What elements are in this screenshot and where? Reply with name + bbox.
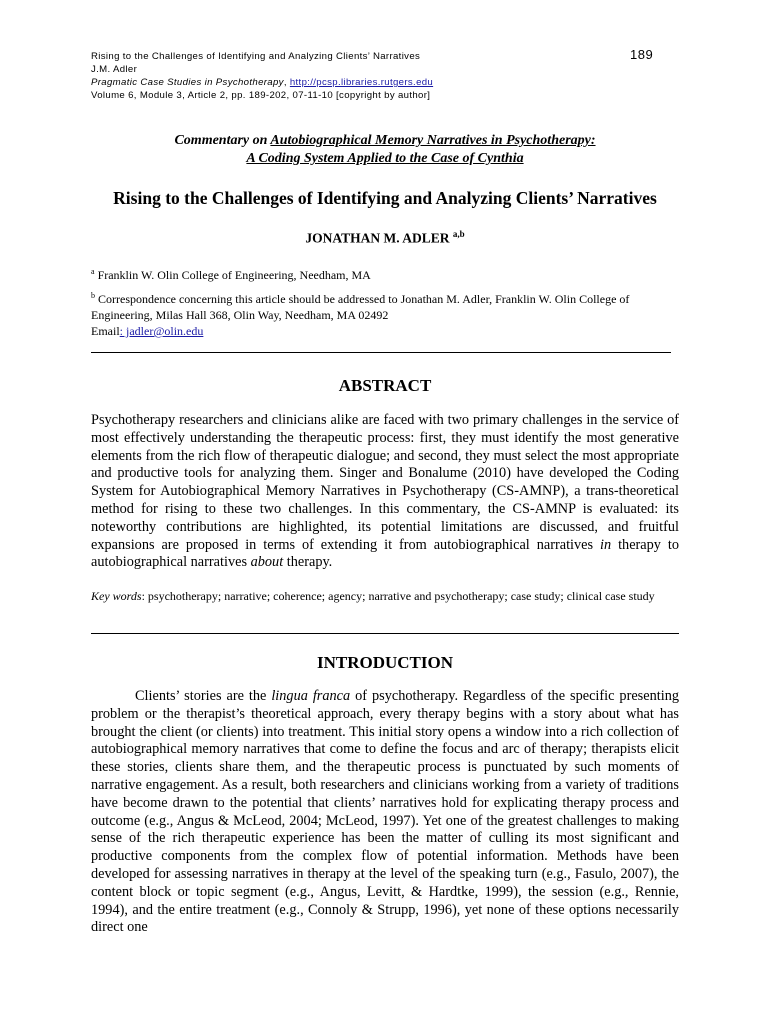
keywords-label: Key words	[91, 589, 142, 603]
lingua-franca-italic: lingua franca	[271, 688, 351, 704]
abstract-about-italic: about	[250, 554, 284, 571]
journal-separator: ,	[283, 77, 290, 88]
keywords-list: : psychotherapy; narrative; coherence; agency; narrative and psychotherapy; case study; clinical case study	[141, 589, 655, 603]
email-line	[91, 323, 679, 339]
affiliation-b-mark: b	[91, 291, 95, 300]
author-line	[91, 229, 679, 247]
running-header	[91, 50, 671, 102]
commentary-prefix: Commentary on	[174, 133, 271, 148]
page-number: 189	[630, 47, 654, 62]
email-label: Email	[91, 324, 120, 338]
header-article-title: Rising to the Challenges of Identifying and Analyzing Clients’ Narratives	[91, 51, 421, 62]
journal-url-link[interactable]: http://pcsp.libraries.rutgers.edu	[289, 77, 434, 88]
affiliations	[91, 264, 679, 339]
journal-name: Pragmatic Case Studies in Psychotherapy	[91, 77, 284, 88]
header-journal	[91, 76, 671, 89]
header-volume-info: Volume 6, Module 3, Article 2, pp. 189-202, 07-11-10 [copyright by author]	[91, 90, 431, 101]
author-superscript: a,b	[452, 229, 465, 239]
email-link[interactable]: : jadler@olin.edu	[119, 324, 204, 338]
abstract-heading: ABSTRACT	[338, 376, 432, 395]
affiliation-b	[91, 288, 679, 323]
affiliation-b-text: Correspondence concerning this article should be addressed to Jonathan M. Adler, Franklin W. Olin College of Engineering, Milas Hall 368, Olin Way, Needham, MA 02492	[91, 292, 630, 322]
affiliation-a-mark: a	[91, 267, 95, 276]
article-title: Rising to the Challenges of Identifying and Analyzing Clients’ Narratives	[113, 188, 657, 208]
author-name: JONATHAN M. ADLER	[305, 230, 450, 246]
introduction-heading: INTRODUCTION	[316, 653, 454, 672]
abstract-text: Psychotherapy researchers and clinicians alike are faced with two primary challenges in the service of most effectively understanding the therapeutic process: first, they must identify the most generative elements from the rich flow of therapeutic dialogue; and second, they must select the most appropriate and productive tools for analyzing them. Singer and Bonalume (2010) have developed the Coding System for Autobiographical Memory Narratives in Psychotherapy (CS-AMNP), a trans-theoretical method for rising to these two challenges. In this commentary, the CS-AMNP is evaluated: its noteworthy contributions are highlighted, its potential limitations are discussed, and fruitful expansions are proposed in terms of extending it from autobiographical narratives in therapy to autobiographical narratives about therapy.	[91, 412, 679, 571]
divider-bottom	[91, 633, 679, 634]
affiliation-a-text: Franklin W. Olin College of Engineering, Needham, MA	[97, 268, 371, 282]
commentary-link-line-1: Autobiographical Memory Narratives in Psychotherapy:	[270, 133, 596, 148]
commentary-heading	[91, 132, 679, 168]
commentary-line-2	[91, 150, 679, 168]
header-author: J.M. Adler	[91, 64, 138, 75]
keywords	[91, 588, 679, 604]
commentary-link-line-2: A Coding System Applied to the Case of Cynthia	[246, 151, 524, 166]
abstract-in-italic: in	[600, 536, 612, 553]
affiliation-a	[91, 264, 679, 283]
divider-top	[91, 352, 671, 353]
commentary-line-1	[91, 132, 679, 150]
introduction-text: Clients’ stories are the lingua franca of psychotherapy. Regardless of the specific presenting problem or the therapist’s theoretical approach, every therapy begins with a story about what has brought the client (or clients) into treatment. This initial story opens a window into a rich collection of autobiographical memory narratives that come to define the focus and arc of therapy; therapists elicit these stories, clients share them, and the therapeutic process is punctuated by such moments of narrative engagement. As a result, both researchers and clinicians working from a variety of traditions have become drawn to the potential that clients’ narratives hold for explicating therapy process and outcome (e.g., Angus & McLeod, 2004; McLeod, 1997). Yet one of the greatest challenges to making sense of the rich therapeutic experience has been the matter of culling its most significant and productive components from the complex flow of potential information. Methods have been developed for assessing narratives in therapy at the level of the speaking turn (e.g., Fasulo, 2007), the content block or topic segment (e.g., Angus, Levitt, & Hardtke, 1999), the session (e.g., Rennie, 1994), and the entire treatment (e.g., Connoly & Strupp, 1996), yet none of these options necessarily direct one	[91, 688, 679, 936]
